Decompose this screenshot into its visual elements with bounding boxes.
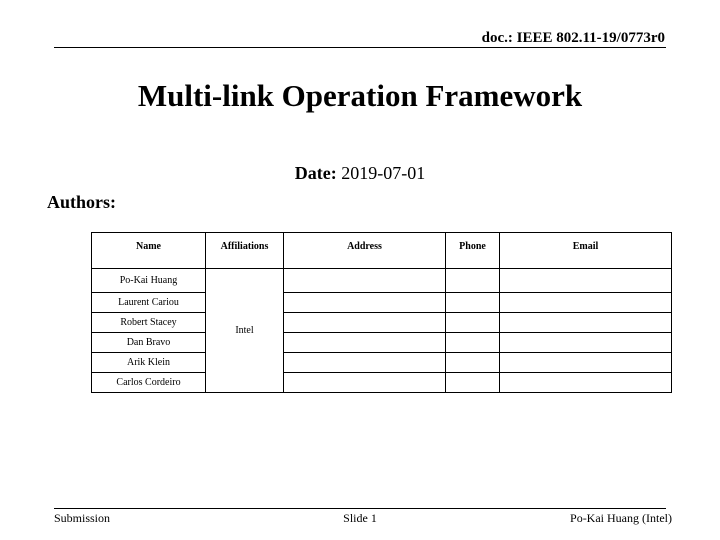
table-row — [92, 353, 672, 373]
author-address — [284, 333, 446, 353]
author-name: Robert Stacey — [92, 313, 206, 333]
authors-label: Authors: — [47, 192, 117, 212]
author-address — [284, 313, 446, 333]
header-name: Name — [92, 233, 206, 269]
author-name: Dan Bravo — [92, 333, 206, 353]
author-email — [500, 373, 672, 393]
footer-divider — [54, 508, 666, 509]
header-divider — [54, 47, 666, 48]
header-email: Email — [500, 233, 672, 269]
author-phone — [446, 313, 500, 333]
table-row — [92, 269, 672, 293]
author-address — [284, 293, 446, 313]
header-address: Address — [284, 233, 446, 269]
author-name: Laurent Cariou — [92, 293, 206, 313]
author-phone — [446, 353, 500, 373]
header-affiliations: Affiliations — [206, 233, 284, 269]
table-row — [92, 313, 672, 333]
author-email — [500, 313, 672, 333]
authors-table — [91, 232, 672, 393]
author-name: Carlos Cordeiro — [92, 373, 206, 393]
author-address — [284, 269, 446, 293]
footer-author: Po-Kai Huang (Intel) — [570, 511, 672, 525]
date-line — [0, 163, 720, 184]
author-email — [500, 353, 672, 373]
author-phone — [446, 333, 500, 353]
author-email — [500, 333, 672, 353]
author-phone — [446, 269, 500, 293]
table-row — [92, 373, 672, 393]
author-affiliation: Intel — [206, 269, 284, 393]
slide-title: Multi-link Operation Framework — [137, 78, 583, 113]
author-phone — [446, 293, 500, 313]
footer-submission: Submission — [54, 511, 111, 525]
document-id: doc.: IEEE 802.11-19/0773r0 — [481, 30, 665, 46]
author-phone — [446, 373, 500, 393]
table-header-row — [92, 233, 672, 269]
date-label: Date: — [294, 163, 337, 183]
author-email — [500, 293, 672, 313]
header-phone: Phone — [446, 233, 500, 269]
author-name: Po-Kai Huang — [92, 269, 206, 293]
table-row — [92, 293, 672, 313]
footer-slide-number: Slide 1 — [343, 511, 377, 525]
author-address — [284, 353, 446, 373]
author-name: Arik Klein — [92, 353, 206, 373]
date-value: 2019-07-01 — [341, 163, 426, 183]
author-email — [500, 269, 672, 293]
author-address — [284, 373, 446, 393]
table-row — [92, 333, 672, 353]
